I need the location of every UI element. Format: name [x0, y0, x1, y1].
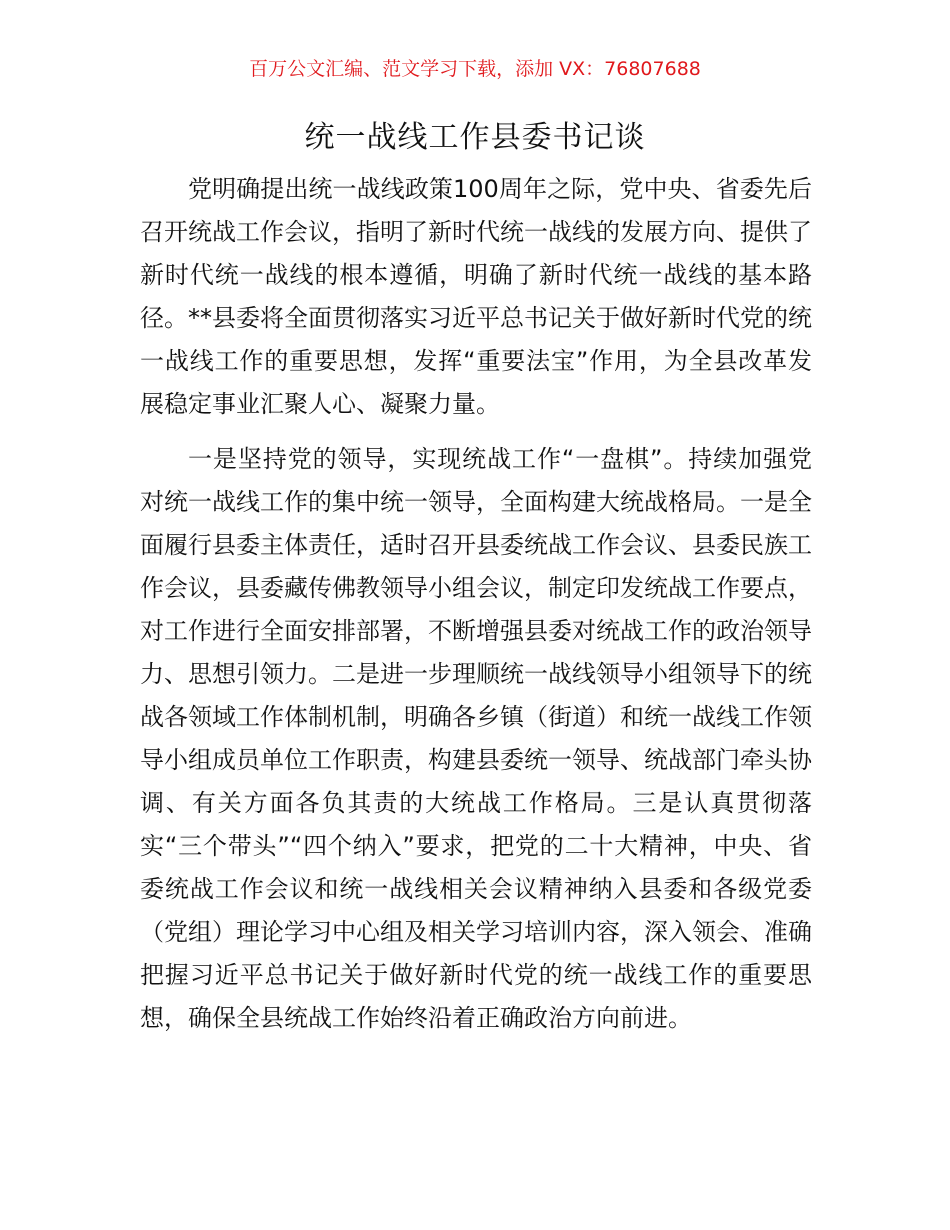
document-body	[140, 168, 812, 1040]
paragraph-party-leadership: 一是坚持党的领导，实现统战工作“一盘棋”。持续加强党对统一战线工作的集中统一领导，全面构建大统战格局。一是全面履行县委主体责任，适时召开县委统战工作会议、县委民族工作会议，县委藏传佛教领导小组会议，制定印发统战工作要点，对工作进行全面安排部署，不断增强县委对统战工作的政治领导力、思想引领力。二是进一步理顺统一战线领导小组领导下的统战各领域工作体制机制，明确各乡镇（街道）和统一战线工作领导小组成员单位工作职责，构建县委统一领导、统战部门牵头协调、有关方面各负其责的大统战工作格局。三是认真贯彻落实“三个带头”“四个纳入”要求，把党的二十大精神，中央、省委统战工作会议和统一战线相关会议精神纳入县委和各级党委（党组）理论学习中心组及相关学习培训内容，深入领会、准确把握习近平总书记关于做好新时代党的统一战线工作的重要思想，确保全县统战工作始终沿着正确政治方向前进。	[140, 445, 812, 1032]
header-banner: 百万公文汇编、范文学习下载，添加 VX：76807688	[249, 58, 701, 80]
paragraph-intro: 党明确提出统一战线政策100周年之际，党中央、省委先后召开统战工作会议，指明了新时代统一战线的发展方向、提供了新时代统一战线的根本遵循，明确了新时代统一战线的基本路径。**县委将全面贯彻落实习近平总书记关于做好新时代党的统一战线工作的重要思想，发挥“重要法宝”作用，为全县改革发展稳定事业汇聚人心、凝聚力量。	[140, 175, 812, 418]
document-title: 统一战线工作县委书记谈	[304, 120, 646, 155]
